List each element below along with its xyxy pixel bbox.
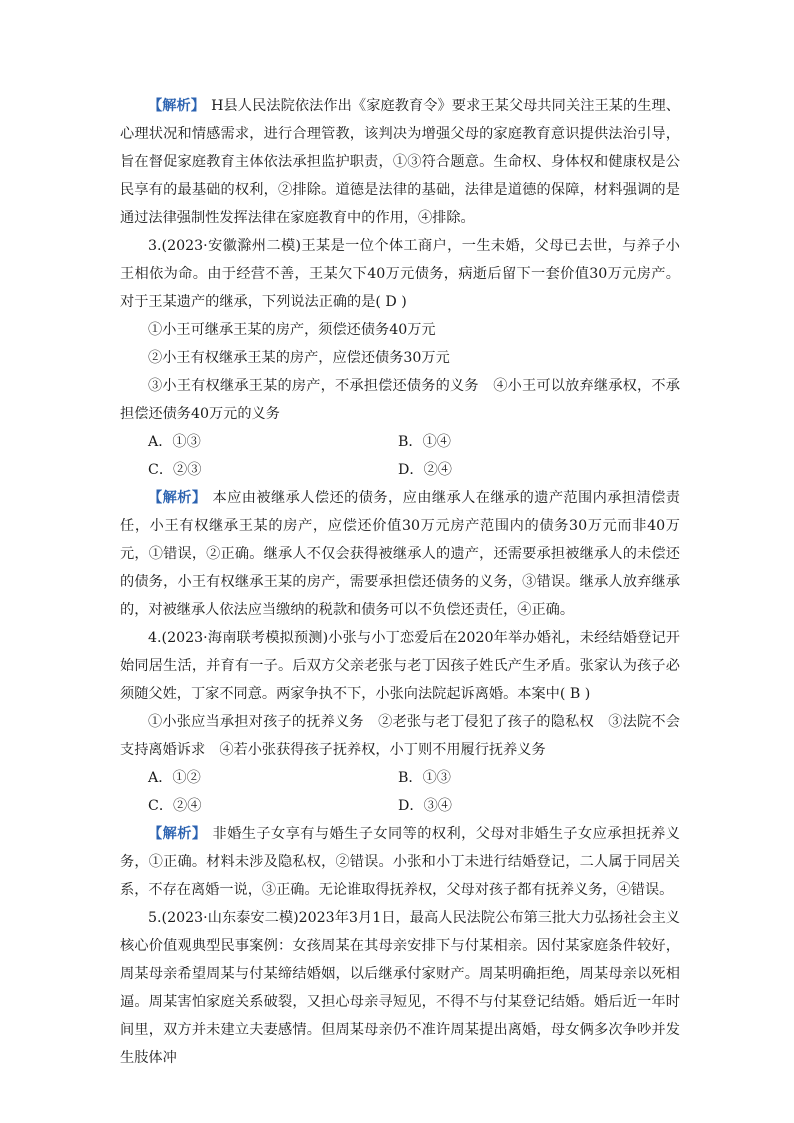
q4-choice-a: A．①② <box>148 770 201 786</box>
analysis-label: 【解析】 <box>148 826 207 842</box>
q3-analysis-text: 本应由被继承人偿还的债务，应由继承人在继承的遗产范围内承担清偿责任，小王有权继承王某的房产，应偿还价值30万元房产范围内的债务30万元而非40万元，①错误，②正确。继承人不仅会获得被继承人的遗产，还需要承担被继承人的未偿还的债务，小王有权继承王某的房产，需要承担偿还债务的义务，③错误。继承人放弃继承的，对被继承人依法应当缴纳的税款和债务可以不负偿还责任，④正确。 <box>120 490 680 618</box>
analysis-label: 【解析】 <box>148 490 207 506</box>
q5-stem: 5.(2023·山东泰安二模)2023年3月1日，最高人民法院公布第三批大力弘扬社会主义核心价值观典型民事案例：女孩周某在其母亲安排下与付某相亲。因付某家庭条件较好，周某母亲希望周某与付某缔结婚姻，以后继承付家财产。周某明确拒绝，周某母亲以死相逼。周某害怕家庭关系破裂，又担心母亲寻短见，不得不与付某登记结婚。婚后近一年时间里，双方并未建立夫妻感情。但周某母亲仍不准许周某提出离婚，母女俩多次争吵并发生肢体冲 <box>120 910 680 1066</box>
q4-choices <box>120 764 680 820</box>
q3-choice-b: B．①④ <box>398 434 451 450</box>
q3-analysis <box>120 484 680 624</box>
q4-stem: 4.(2023·海南联考模拟预测)小张与小丁恋爱后在2020年举办婚礼，未经结婚登记开始同居生活，并育有一子。后双方父亲老张与老丁因孩子姓氏产生矛盾。张家认为孩子必须随父姓，丁家不同意。两家争执不下，小张向法院起诉离婚。本案中( B ) <box>120 630 680 702</box>
q4-choice-d: D．③④ <box>398 798 452 814</box>
q4-analysis-text: 非婚生子女享有与婚生子女同等的权利，父母对非婚生子女应承担抚养义务，①正确。材料未涉及隐私权，②错误。小张和小丁未进行结婚登记，二人属于同居关系，不存在离婚一说，③正确。无论谁取得抚养权，父母对孩子都有抚养义务，④错误。 <box>120 826 680 898</box>
document-body <box>120 92 680 1072</box>
q3-choices <box>120 428 680 484</box>
q4-options: ①小张应当承担对孩子的抚养义务 ②老张与老丁侵犯了孩子的隐私权 ③法院不会支持离婚诉求 ④若小张获得孩子抚养权，小丁则不用履行抚养义务 <box>120 714 680 758</box>
q4-analysis <box>120 820 680 904</box>
q3-option-3-4: ③小王有权继承王某的房产，不承担偿还债务的义务 ④小王可以放弃继承权，不承担偿还债务40万元的义务 <box>120 378 680 422</box>
q3-stem: 3.(2023·安徽滁州二模)王某是一位个体工商户，一生未婚，父母已去世，与养子小王相依为命。由于经营不善，王某欠下40万元债务，病逝后留下一套价值30万元房产。对于王某遗产的继承，下列说法正确的是( D ) <box>120 238 680 310</box>
q3-choice-d: D．②④ <box>398 462 452 478</box>
q3-option-2: ②小王有权继承王某的房产，应偿还债务30万元 <box>148 350 450 366</box>
q4-choice-c: C．②④ <box>148 798 202 814</box>
q2-analysis <box>120 92 680 232</box>
q4-choice-b: B．①③ <box>398 770 451 786</box>
q3-option-1: ①小王可继承王某的房产，须偿还债务40万元 <box>148 322 436 338</box>
q2-analysis-text: H县人民法院依法作出《家庭教育令》要求王某父母共同关注王某的生理、心理状况和情感需求，进行合理管教，该判决为增强父母的家庭教育意识提供法治引导，旨在督促家庭教育主体依法承担监护职责，①③符合题意。生命权、身体权和健康权是公民享有的最基础的权利，②排除。道德是法律的基础，法律是道德的保障，材料强调的是通过法律强制性发挥法律在家庭教育中的作用，④排除。 <box>120 98 680 226</box>
q3-choice-a: A．①③ <box>148 434 201 450</box>
q3-choice-c: C．②③ <box>148 462 202 478</box>
analysis-label: 【解析】 <box>148 98 206 114</box>
